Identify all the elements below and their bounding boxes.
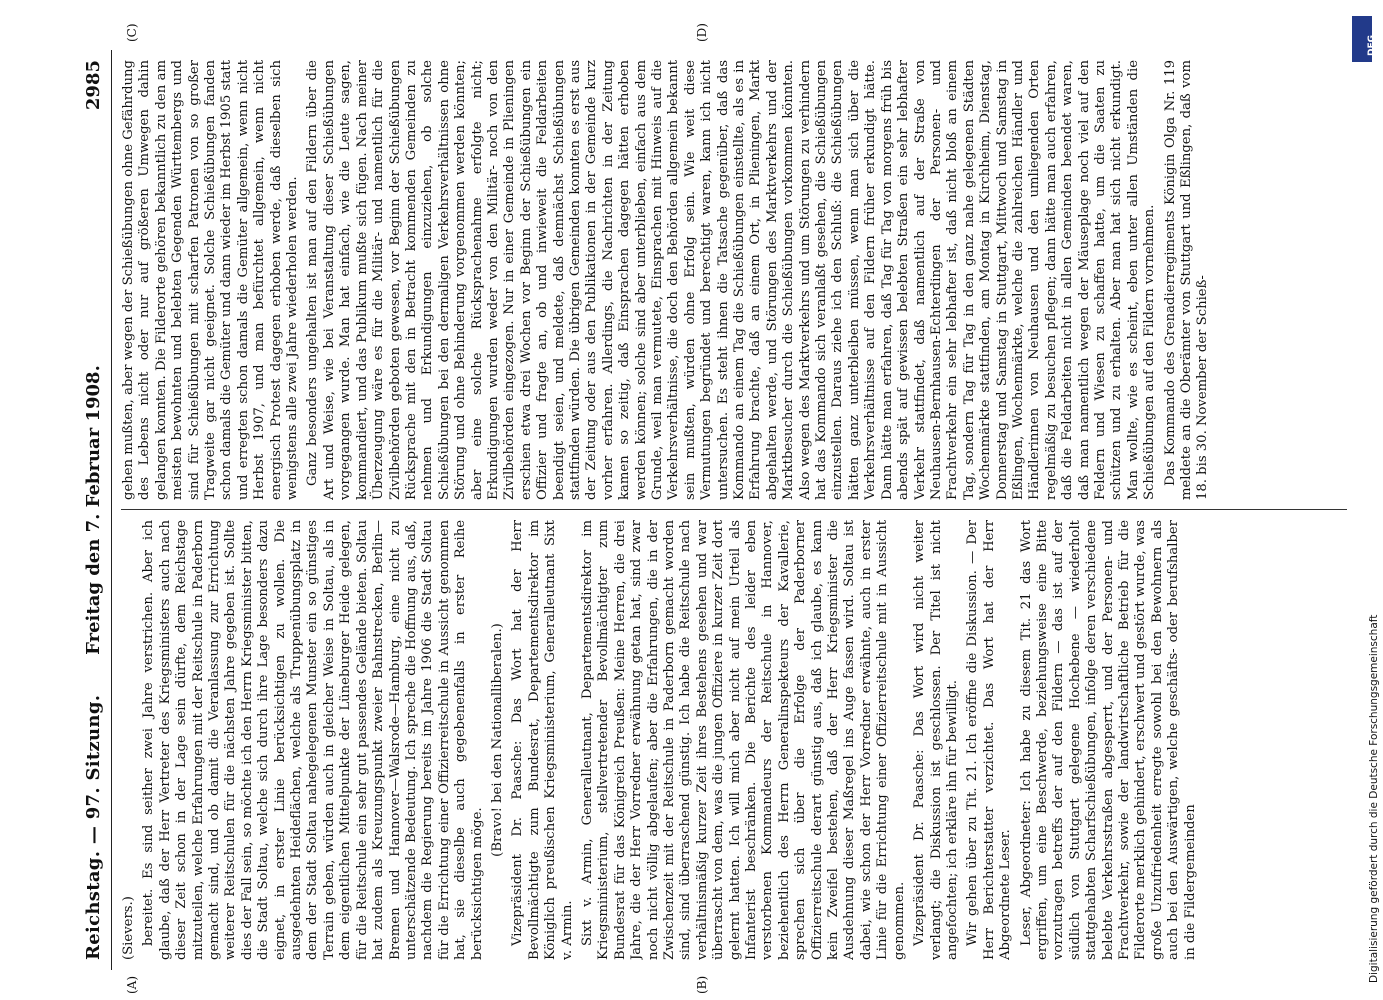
digitization-credit: Digitalisierung gefördert durch die Deutsche Forschungsgemeinschaft	[1368, 614, 1380, 983]
paragraph: Ganz besonders ungehalten ist man auf den Fildern über die Art und Weise, wie bei Veranstaltung dieser Schießübungen vorgegangen wurde. Man hat einfach, wie die Leute sagen, kommandiert, und das Publikum mußte sich fügen. Nach meiner Überzeugung wäre es für die Militär- und namentlich für die Zivilbehörden geboten gewesen, vor Beginn der Schießübungen Rücksprache mit den in Betracht kommenden Gemeinden zu nehmen und Erkundigungen einzuziehen, ob solche Schießübungen bei den dermaligen Verkehrsverhältnissen ohne Störung und ohne Behinderung vorgenommen werden könnten; aber eine solche Rücksprachenahme erfolgte nicht; Erkundigungen wurden weder von den Militär- noch von den Zivilbehörden eingezogen. Nur in einer Gemeinde in Plieningen erschien etwa drei Wochen vor Beginn der Schießübungen ein Offizier und fragte an, ob und inwieweit die Feldarbeiten beendigt seien, und meldete, daß demnächst Schießübungen stattfinden würden. Die übrigen Gemeinden konnten es erst aus der Zeitung oder aus den Publikationen in der Gemeinde kurz vorher erfahren. Allerdings, die Nachrichten in der Zeitung kamen so zeitig, daß Einsprachen dagegen hätten erhoben werden können; solche sind aber unterblieben, einfach aus dem Grunde, weil man vermutete, Einsprachen mit Hinweis auf die Verkehrsverhältnisse, die doch den Behörden allgemein bekannt sein mußten, würden ohne Erfolg sein. Wie weit diese Vermutungen begründet und berechtigt waren, kann ich nicht untersuchen. Es steht ihnen die Tatsache gegenüber, daß das Kommando an einem Tag die Schießübungen einstellte, als es in Erfahrung brachte, daß an einem Ort, in Plieningen, Markt abgehalten werde, und Störungen des Marktverkehrs und der Marktbesucher durch die Schießübungen vorkommen könnten. Also wegen des Marktverkehrs und um Störungen zu verhindern hat das Kommando sich veranlaßt gesehen, die Schießübungen einzustellen. Daraus ziehe ich den Schluß: die Schießübungen hätten ganz unterbleiben müssen, wenn man sich über die Verkehrsverhältnisse auf den Fildern früher erkundigt hätte. Dann hätte man erfahren, daß Tag für Tag von morgens früh bis abends spät auf gewissen belebten Straßen ein sehr lebhafter Verkehr stattfindet, daß namentlich auf der Straße von Neuhausen-Bernhausen-Echterdingen der Personen- und Frachtverkehr ein sehr lebhafter ist, daß nicht bloß an einem Tag, sondern Tag für Tag in den ganz nahe gelegenen Städten Wochenmärkte stattfinden, am Montag in Kirchheim, Dienstag, Donnerstag und Samstag in Stuttgart, Mittwoch und Samstag in Eßlingen, Wochenmärkte, welche die zahlreichen Händler und Händlerinnen von Neuhausen und den umliegenden Orten regelmäßig zu besuchen pflegen; dann hätte man auch erfahren, daß die Feldarbeiten nicht in allen Gemeinden beendet waren, daß man namentlich wegen der Mäuseplage noch viel auf den Feldern und Wiesen zu schaffen hatte, um die Saaten zu schützen und zu erhalten. Aber man hat sich nicht erkundigt. Man wollte, wie es scheint, eben unter allen Umständen die Schießübungen auf den Fildern vornehmen.	[305, 60, 1158, 500]
right-column	[121, 60, 1347, 500]
paragraph: gehen mußten, aber wegen der Schießübungen ohne Gefährdung des Lebens nicht oder nur auf größeren Umwegen dahin gelangen konnten. Die Filderorte gehören bekanntlich zu den am meisten bewohnten und belebten Gegenden Württembergs und sind für Schießübungen mit scharfen Patronen von so großer Tragweite gar nicht geeignet. Solche Schießübungen fanden schon damals die Gemüter und dann wieder im Herbst 1905 statt und erregten schon damals die Gemüter allgemein, wenn nicht Herbst 1907, und man befürchtet allgemein, wenn nicht energisch Protest dagegen erhoben werde, daß dieselben sich wenigstens alle zwei Jahre wiederholen werden.	[121, 60, 301, 500]
header-rule	[111, 50, 112, 970]
paragraph: Wir gehen über zu Tit. 21. Ich eröffne die Diskussion. — Der Herr Berichterstatter verzichtet. Das Wort hat der Herr Abgeordnete Leser.	[965, 520, 1014, 960]
paragraph: Das Kommando des Grenadierregiments Königin Olga Nr. 119 meldete an die Oberämter von Stuttgart und Eßlingen, daß vom 18. bis 30. November der Schieß-	[1162, 60, 1211, 500]
paragraph: Vizepräsident Dr. Paasche: Das Wort hat der Herr Bevollmächtigte zum Bundesrat, Departementsdirektor im Königlich preußischen Kriegsministerium, Generalleutnant Sixt v. Armin.	[510, 520, 575, 960]
column-divider	[121, 509, 1347, 510]
dfg-logo: DFG	[1352, 16, 1372, 62]
margin-letter-c: (C)	[125, 23, 139, 42]
applause-note: (Bravo! bei den Nationalliberalen.)	[489, 623, 505, 857]
paragraph: bereitet. Es sind seither zwei Jahre verstrichen. Aber ich glaube, daß der Herr Vertreter des Kriegsministers auch nach dieser Zeit schon in der Lage sein dürfte, dem Reichstage mitzuteilen, welche Erfahrungen mit der Reitschule in Paderborn gemacht sind, und ob damit die Veranlassung zur Errichtung weiterer Reitschulen für die nächsten Jahre gegeben ist. Sollte dies der Fall sein, so möchte ich den Herrn Kriegsminister bitten, die Stadt Soltau, welche sich durch ihre Lage besonders dazu eignet, in erster Linie berücksichtigen zu wollen. Die ausgedehnten Heideflächen, welche als Truppenübungsplatz in dem der Stadt Soltau nahegelegenen Munster ein so günstiges Terrain geben, würden auch in gleicher Weise in Soltau, als in dem eigentlichen Mittelpunkte der Lüneburger Heide gelegen, für die Reitschule ein sehr gut passendes Gelände bieten. Soltau hat zudem als Kreuzungspunkt zweier Bahnstrecken, Berlin—Bremen und Hannover—Walsrode—Hamburg, eine nicht zu unterschätzende Bedeutung. Ich spreche die Hoffnung aus, daß, nachdem die Regierung bereits im Jahre 1906 die Stadt Soltau für die Errichtung einer Offizierreitschule in Aussicht genommen hat, sie dieselbe auch gegebenenfalls in erster Reihe berücksichtigen möge.	[141, 520, 485, 960]
header-session: Reichstag. — 97. Sitzung.	[83, 694, 104, 960]
paragraph: Sixt v. Armin, Generalleutnant, Departementsdirektor im Kriegsministerium, stellvertretender Bevollmächtigter zum Bundesrat für das Königreich Preußen: Meine Herren, die drei Jahre, die der Herr Vorredner erwähnung getan hat, sind zwar noch nicht völlig abgelaufen; aber die Erfahrungen, die in der Zwischenzeit mit der Reitschule in Paderborn gemacht worden sind, sind überraschend günstig. Ich habe die Reitschule nach verhältnismäßig kurzer Zeit ihres Bestehens gesehen und war überrascht von dem, was die jungen Offiziere in kurzer Zeit dort gelernt hatten. Ich will mich aber nicht auf mein Urteil als Infanterist beschränken. Die Berichte des leider eben verstorbenen Kommandeurs der Reitschule in Hannover, beziehentlich des Herrn Generalinspekteurs der Kavallerie, sprechen sich über die Erfolge der Paderborner Offizierreitschule derart günstig aus, daß ich glaube, es kann kein Zweifel bestehen, daß der Herr Kriegsminister die Ausdehnung dieser Maßregel ins Auge fassen wird. Soltau ist dabei, wie schon der Herr Vorredner erwähnte, auch in erster Linie für die Errichtung einer Offizierreitschule mit in Aussicht genommen.	[579, 520, 907, 960]
rotated-document-page	[75, 23, 1355, 994]
speaker-tag: (Sievers.)	[121, 896, 136, 960]
page-number: 2985	[83, 60, 104, 111]
paragraph: Leser, Abgeordneter: Ich habe zu diesem Tit. 21 das Wort ergriffen, um eine Beschwerde, beziehungsweise eine Bitte vorzutragen betreffs der auf den Fildern — das ist auf der südlich von Stuttgart gelegene Hochebene — wiederholt stattgehabten Scharfschießübungen, infolge deren verschiedene belebte Verkehrsstraßen abgesperrt, und der Personen- und Frachtverkehr, sowie der landwirtschaftliche Betrieb für die Filderorte merklich gehindert, erschwert und gestört wurde, was große Unzufriedenheit erregte sowohl bei den Bewohnern als auch bei den Auswärtigen, welche geschäfts- oder berufshalber in die Fildergemeinden	[1018, 520, 1198, 960]
margin-letter-a: (A)	[125, 975, 139, 994]
margin-letter-b: (B)	[695, 975, 709, 994]
header-date: Freitag den 7. Februar 1908.	[83, 365, 104, 655]
left-column	[121, 520, 1347, 960]
paragraph: Vizepräsident Dr. Paasche: Das Wort wird nicht weiter verlangt; die Diskussion ist geschlossen. Der Titel ist nicht angefochten; ich erkläre ihn für bewilligt.	[912, 520, 960, 960]
digitization-stamp	[1348, 8, 1380, 992]
margin-letter-d: (D)	[695, 23, 709, 42]
page-header	[75, 50, 111, 970]
